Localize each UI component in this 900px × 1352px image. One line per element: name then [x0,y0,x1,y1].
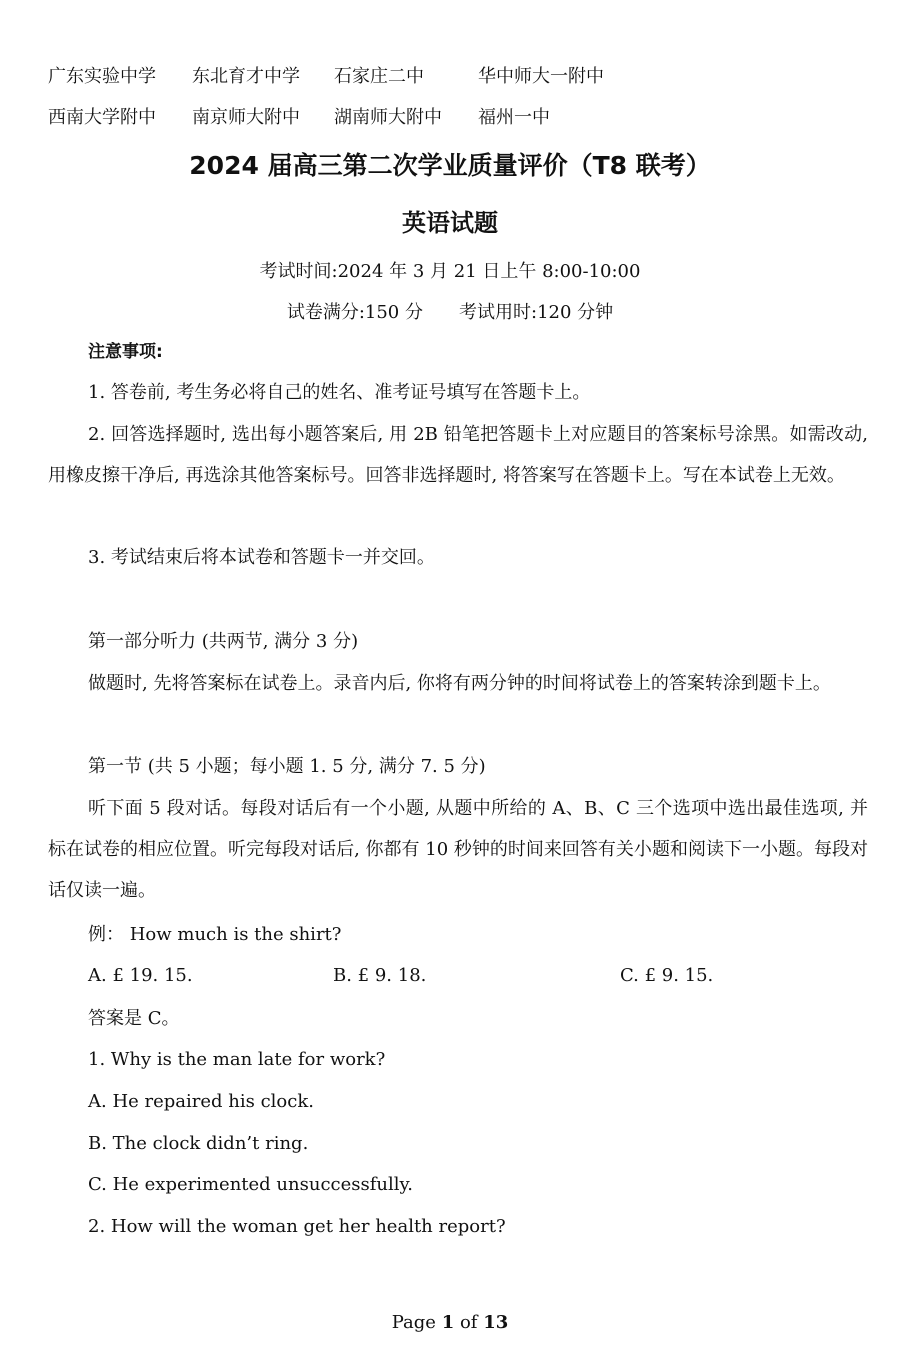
page-current: 1 [441,1312,455,1333]
exam-score-info [0,298,900,324]
page-total: 13 [483,1312,509,1333]
exam-subject: 英语试题 [402,209,498,237]
example-question: 例： How much is the shirt? [88,924,342,945]
example-option-b: B. £ 9. 18. [333,965,427,986]
part1-intro: 做题时, 先将答案标在试卷上。录音内后, 你将有两分钟的时间将试卷上的答案转涂到题卡上。 [88,673,831,694]
school-name: 东北育才中学 [192,66,300,87]
school-name: 广东实验中学 [48,66,156,87]
example-option-a: A. £ 19. 15. [88,965,193,986]
page-of: of [459,1312,478,1333]
page-label: Page [391,1312,436,1333]
part1-heading: 第一部分听力 (共两节, 满分 3 分) [88,631,359,652]
section1-intro: 听下面 5 段对话。每段对话后有一个小题, 从题中所给的 A、B、C 三个选项中选出最佳选项, 并标在试卷的相应位置。听完每段对话后, 你都有 10 秒钟的时间来回答有关小题和阅读下一小题。每段对话仅读一遍。 [48,798,868,901]
exam-title: 2024 届高三第二次学业质量评价（T8 联考） [189,151,711,180]
question-1-option-c: C. He experimented unsuccessfully. [88,1174,414,1195]
notice-item-3: 3. 考试结束后将本试卷和答题卡一并交回。 [88,547,435,568]
school-name: 福州一中 [478,107,550,128]
notice-item-1: 1. 答卷前, 考生务必将自己的姓名、准考证号填写在答题卡上。 [88,382,591,403]
example-answer: 答案是 C。 [88,1008,180,1029]
exam-time: 考试时间:2024 年 3 月 21 日上午 8:00-10:00 [259,261,641,282]
page-footer [0,1312,900,1333]
exam-duration: 考试用时:120 分钟 [459,302,614,323]
full-score: 试卷满分:150 分 [286,302,423,323]
school-name: 华中师大一附中 [478,66,604,87]
question-1: 1. Why is the man late for work? [88,1049,386,1070]
example-option-c: C. £ 9. 15. [620,965,714,986]
school-name: 南京师大附中 [192,107,300,128]
question-1-option-a: A. He repaired his clock. [88,1091,314,1112]
question-2: 2. How will the woman get her health report? [88,1216,506,1237]
notice-heading: 注意事项: [88,342,163,362]
school-name: 石家庄二中 [334,66,424,87]
section1-heading: 第一节 (共 5 小题；每小题 1. 5 分, 满分 7. 5 分) [88,756,486,777]
question-1-option-b: B. The clock didn’t ring. [88,1133,309,1154]
school-name: 西南大学附中 [48,107,156,128]
notice-item-2: 2. 回答选择题时, 选出每小题答案后, 用 2B 铅笔把答题卡上对应题目的答案标号涂黑。如需改动, 用橡皮擦干净后, 再选涂其他答案标号。回答非选择题时, 将答案写在答题卡上。写在本试卷上无效。 [48,424,868,486]
school-name: 湖南师大附中 [334,107,442,128]
